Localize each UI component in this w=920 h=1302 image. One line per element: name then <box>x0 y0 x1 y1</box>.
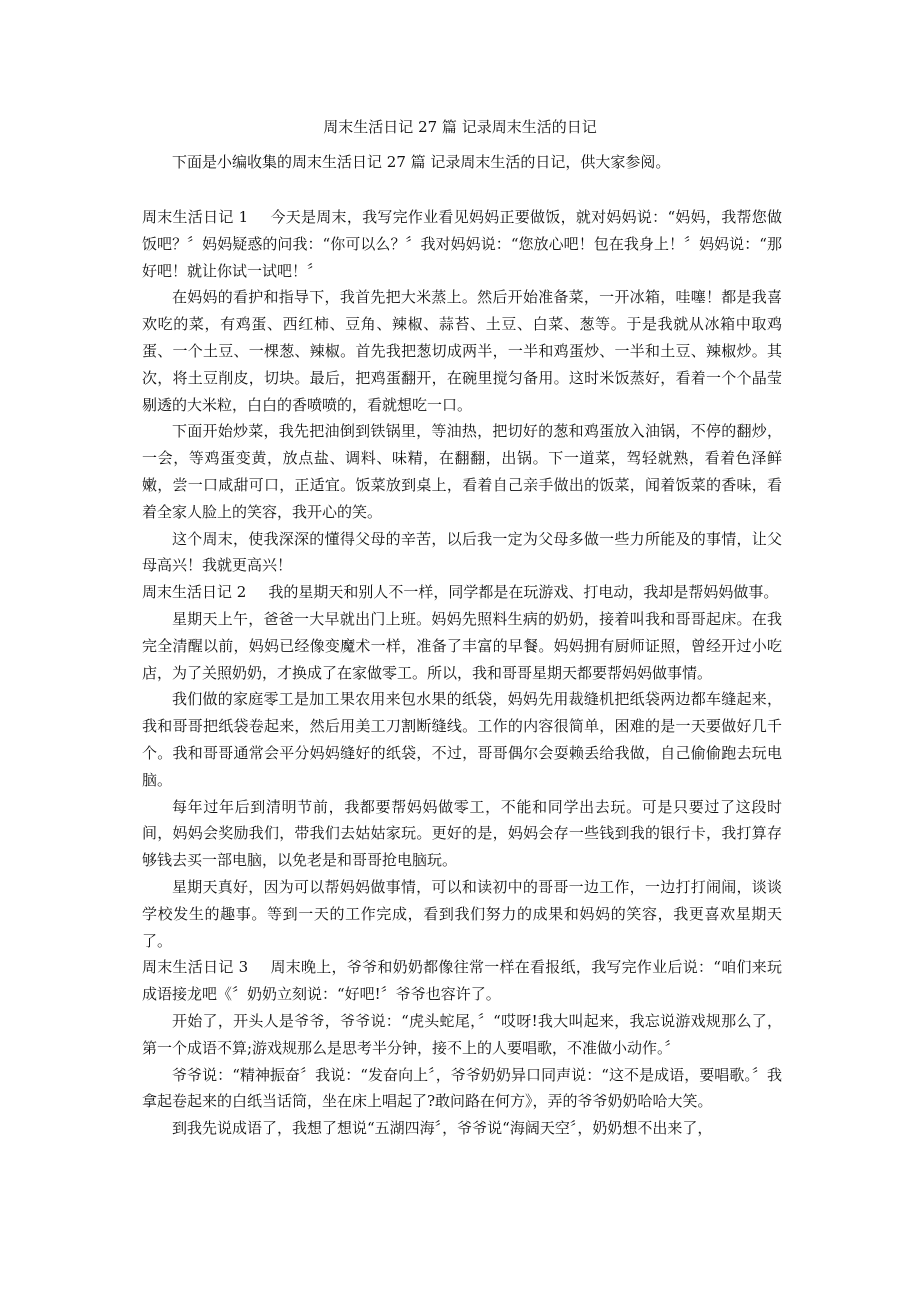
entry-2-paragraph-4: 每年过年后到清明节前，我都要帮妈妈做零工，不能和同学出去玩。可是只要过了这段时间，妈妈会奖励我们，带我们去姑姑家玩。更好的是，妈妈会存一些钱到我的银行卡，我打算存够钱去买一部电脑，以免老是和哥哥抢电脑玩。 <box>142 797 782 870</box>
entry-2-label: 周末生活日记 2 <box>142 583 247 602</box>
entry-1-paragraph-2: 在妈妈的看护和指导下，我首先把大米蒸上。然后开始准备菜，一开冰箱，哇噻！都是我喜欢吃的菜，有鸡蛋、西红柿、豆角、辣椒、蒜苔、土豆、白菜、葱等。于是我就从冰箱中取鸡蛋、一个土豆、一棵葱、辣椒。首先我把葱切成两半，一半和鸡蛋炒、一半和土豆、辣椒炒。其次，将土豆削皮，切块。最后，把鸡蛋翻开，在碗里搅匀备用。这时米饭蒸好，看着一个个晶莹剔透的大米粒，白白的香喷喷的，看就想吃一口。 <box>142 288 782 414</box>
entry-3-paragraph-1: 周末晚上，爷爷和奶奶都像往常一样在看报纸，我写完作业后说：“咱们来玩成语接龙吧《〞奶奶立刻说：“好吧!〞爷爷也容许了。 <box>142 958 782 1004</box>
entry-1-paragraph-1: 今天是周末，我写完作业看见妈妈正要做饭，就对妈妈说：“妈妈，我帮您做饭吧？〞妈妈疑惑的问我：“你可以么？〞我对妈妈说：“您放心吧！包在我身上！〞妈妈说：“那好吧！就让你试一试吧！〞 <box>142 208 782 280</box>
entry-3-label: 周末生活日记 3 <box>142 958 249 977</box>
entry-2-first-paragraph <box>142 579 782 606</box>
entry-2-paragraph-2: 星期天上午，爸爸一大早就出门上班。妈妈先照料生病的奶奶，接着叫我和哥哥起床。在我完全清醒以前，妈妈已经像变魔术一样，准备了丰富的早餐。妈妈拥有厨师证照，曾经开过小吃店，为了关照奶奶，才换成了在家做零工。所以，我和哥哥星期天都要帮妈妈做事情。 <box>142 609 782 682</box>
document-body <box>142 204 782 1142</box>
entry-1-first-paragraph <box>142 204 782 284</box>
entry-1-paragraph-3: 下面开始炒菜，我先把油倒到铁锅里，等油热，把切好的葱和鸡蛋放入油锅，不停的翻炒，一会，等鸡蛋变黄，放点盐、调料、味精，在翻翻，出锅。下一道菜，驾轻就熟，看着色泽鲜嫩，尝一口咸甜可口，正适宜。饭菜放到桌上，看着自己亲手做出的饭菜，闻着饭菜的香味，看着全家人脸上的笑容，我开心的笑。 <box>142 422 782 521</box>
entry-2-paragraph-5: 星期天真好，因为可以帮妈妈做事情，可以和读初中的哥哥一边工作，一边打打闹闹，谈谈学校发生的趣事。等到一天的工作完成，看到我们努力的成果和妈妈的笑容，我更喜欢星期天了。 <box>142 877 782 950</box>
entry-3-paragraph-4: 到我先说成语了，我想了想说“五湖四海〞，爷爷说“海阔天空〞，奶奶想不出来了， <box>172 1119 713 1138</box>
entry-2-paragraph-1: 我的星期天和别人不一样，同学都是在玩游戏、打电动，我却是帮妈妈做事。 <box>268 583 779 602</box>
document-title: 周末生活日记 27 篇 记录周末生活的日记 <box>323 118 597 136</box>
entry-2-paragraph-3: 我们做的家庭零工是加工果农用来包水果的纸袋，妈妈先用裁缝机把纸袋两边都车缝起来，我和哥哥把纸袋卷起来，然后用美工刀割断缝线。工作的内容很简单，困难的是一天要做好几千个。我和哥哥通常会平分妈妈缝好的纸袋，不过，哥哥偶尔会耍赖丢给我做，自己偷偷跑去玩电脑。 <box>142 690 782 789</box>
entry-3-paragraph-2: 开始了，开头人是爷爷，爷爷说：“虎头蛇尾，〞“哎呀!我大叫起来，我忘说游戏规那么了，第一个成语不算;游戏规那么是思考半分钟，接不上的人要唱歌，不准做小动作。〞 <box>142 1011 782 1057</box>
entry-3-paragraph-3: 爷爷说：“精神振奋〞我说：“发奋向上〞，爷爷奶奶异口同声说：“这不是成语，要唱歌。〞我拿起卷起来的白纸当话筒，坐在床上唱起了?敢问路在何方》，弄的爷爷奶奶哈哈大笑。 <box>142 1065 782 1111</box>
entry-1-label: 周末生活日记 1 <box>142 208 249 226</box>
entry-1-paragraph-4: 这个周末，使我深深的懂得父母的辛苦，以后我一定为父母多做一些力所能及的事情，让父母高兴！我就更高兴！ <box>142 529 782 575</box>
document-intro: 下面是小编收集的周末生活日记 27 篇 记录周末生活的日记，供大家参阅。 <box>172 153 671 171</box>
entry-3-first-paragraph <box>142 954 782 1008</box>
